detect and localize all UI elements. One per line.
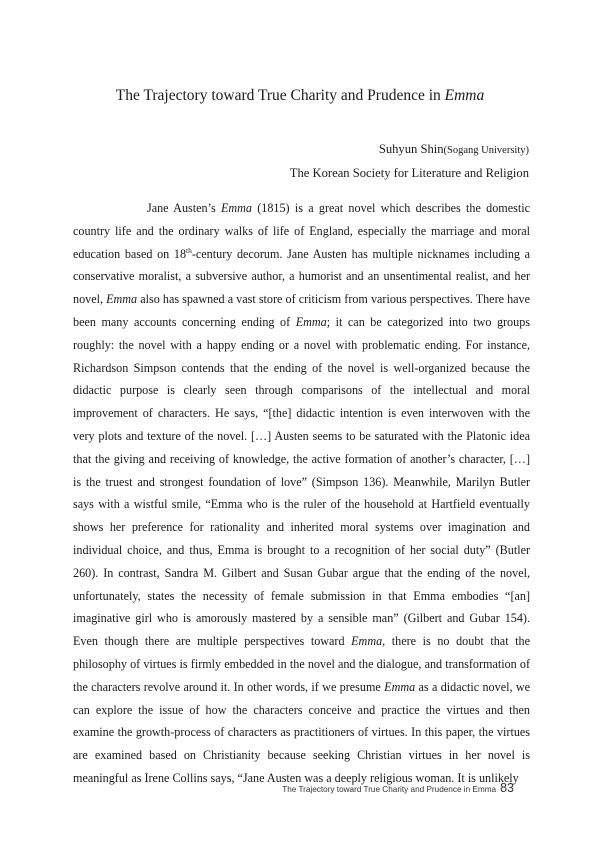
body-italic: Emma xyxy=(106,292,138,307)
body-span: (1815) is a great novel which describes the domestic country life and the ordinary walks of life of England, especially the marriage and moral education based on 18 xyxy=(73,201,530,261)
page-number: 83 xyxy=(500,781,514,795)
title-text: The Trajectory toward True Charity and Prudence in xyxy=(115,87,445,104)
body-paragraph xyxy=(73,197,530,790)
body-span: as a didactic novel, we can explore the issue of how the characters conceive and practice the virtues and then examine the growth-process of characters as practitioners of virtues. In this paper, the virtues are examined based on Christianity because seeking Christian virtues in her novel is meaningful as Irene Collins says, “Jane Austen was a deeply religious woman. It is unlikely xyxy=(73,679,530,785)
running-title: The Trajectory toward True Charity and Prudence in Emma xyxy=(282,785,497,794)
author-name: Suhyun Shin xyxy=(378,142,444,156)
paper-title xyxy=(0,86,600,106)
author-line xyxy=(129,138,529,162)
body-italic: Emma xyxy=(220,201,252,215)
author-society: The Korean Society for Literature and Religion xyxy=(289,166,529,180)
title-italic: Emma xyxy=(444,87,485,104)
body-span: -century decorum. Jane Austen has multiple nicknames including a conservative moralist, a subversive author, a humorist and an unsentimental realist, and her novel, xyxy=(73,246,530,307)
page-footer xyxy=(114,780,514,798)
body-italic: Emma, xyxy=(351,634,386,649)
author-affiliation: (Sogang University) xyxy=(443,145,529,156)
body-italic: Emma xyxy=(295,314,327,329)
author-block xyxy=(129,138,529,184)
body-span: there is no doubt that the philosophy of virtues is firmly embedded in the novel and the dialogue, and transformation of the characters revolve around it. In other words, if we presume xyxy=(73,634,530,694)
body-text xyxy=(73,197,530,790)
body-span: ; it can be categorized into two groups roughly: the novel with a happy ending or a novel with problematic ending. For instance, Richardson Simpson contends that the ending of the novel is well-organized because the didactic purpose is clearly seen through comparisons of the intellectual and moral improvement of characters. He says, “[the] didactic intention is even interwoven with the very plots and texture of the novel. […] Austen seems to be saturated with the Platonic idea that the giving and receiving of knowledge, the active formation of another’s character, […] is the truest and strongest foundation of love” (Simpson 136). Meanwhile, Marilyn Butler says with a wistful smile, “Emma who is the ruler of the household at Hartfield eventually shows her preference for rationality and inherited moral systems over imagination and individual choice, and thus, Emma is brought to a recognition of her social duty” (Butler 260). In contrast, Sandra M. Gilbert and Susan Gubar argue that the ending of the novel, unfortunately, states the necessity of female submission in that Emma embodies “[an] imaginative girl who is amorously mastered by a sensible man” (Gilbert and Gubar 154). Even though there are multiple perspectives toward xyxy=(73,314,530,649)
body-italic: Emma xyxy=(384,679,416,694)
body-span: also has spawned a vast store of criticism from various perspectives. There have been many accounts concerning ending of xyxy=(73,292,531,329)
body-span: Jane Austen’s xyxy=(147,201,221,215)
body-superscript: th xyxy=(186,245,192,255)
